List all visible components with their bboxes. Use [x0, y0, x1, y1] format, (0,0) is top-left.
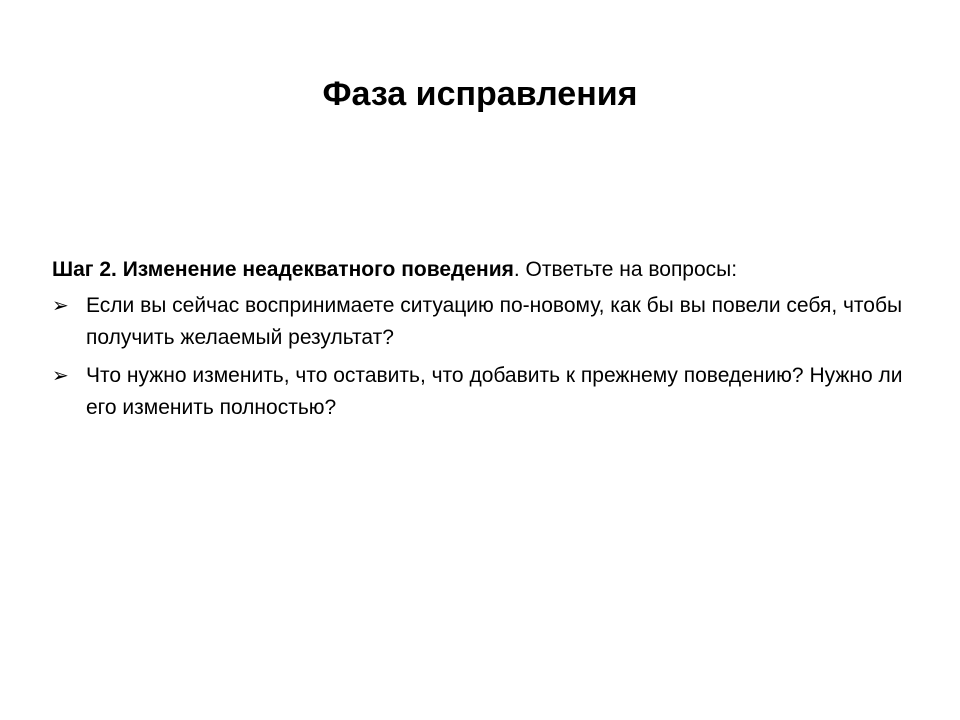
slide-title: Фаза исправления — [322, 75, 638, 113]
arrow-bullet-icon: ➢ — [52, 295, 69, 317]
list-item — [52, 360, 912, 424]
step-heading — [52, 254, 912, 286]
question-text: Если вы сейчас воспринимаете ситуацию по-новому, как бы вы повели себя, чтобы получить желаемый результат? — [86, 294, 903, 349]
list-item — [52, 290, 912, 354]
slide-content — [52, 254, 912, 430]
question-list — [52, 290, 912, 424]
step-heading-bold: Шаг 2. Изменение неадекватного поведения — [52, 258, 514, 281]
question-text: Что нужно изменить, что оставить, что добавить к прежнему поведению? Нужно ли его изменить полностью? — [86, 364, 903, 419]
step-heading-rest: . Ответьте на вопросы: — [513, 258, 738, 281]
arrow-bullet-icon: ➢ — [52, 365, 69, 387]
